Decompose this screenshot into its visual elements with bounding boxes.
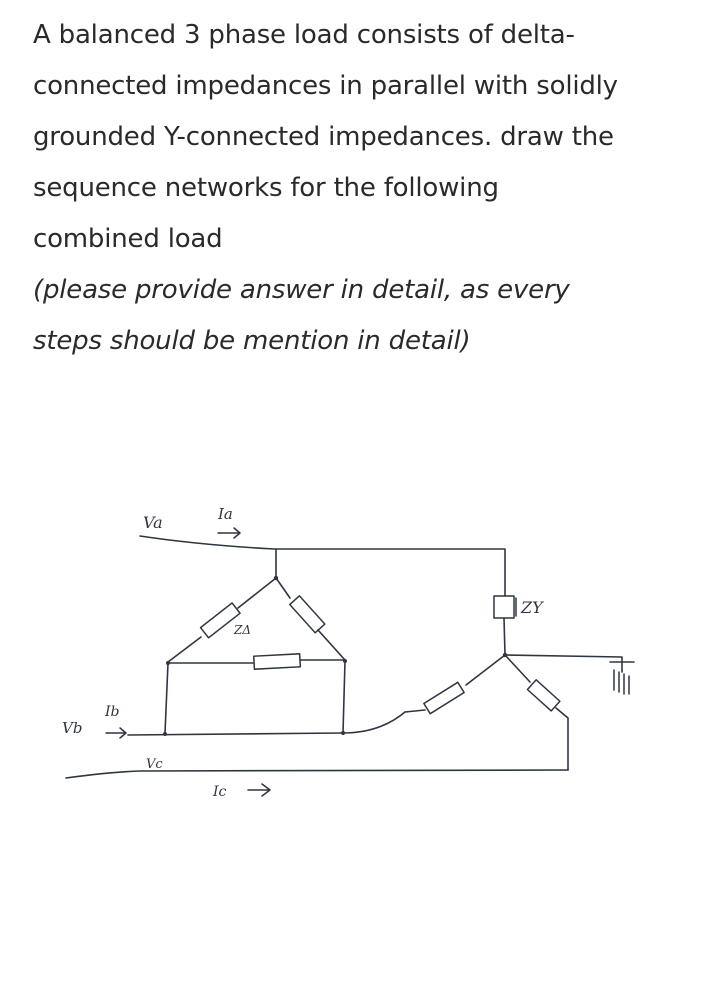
wire-delta-left [168,578,276,662]
question-line-2: connected impedances in parallel with solidly [33,71,618,101]
label-ib: Ib [105,704,120,720]
wire-delta-right-rail [343,661,345,733]
wire-delta-left-rail [165,663,168,733]
label-vb: Vb [62,719,83,737]
arrow-ib [106,728,126,738]
label-ia: Ia [218,505,233,523]
wire-delta-right [276,578,345,660]
impedance-y-b [424,682,464,713]
node-b-right [341,731,345,735]
wire-delta-bottom [168,660,345,663]
wire-neutral-ground [505,655,622,672]
label-z-delta: ZΔ [234,623,252,637]
label-z-y: ZY [521,598,543,617]
question-note-line-1: (please provide answer in detail, as every [33,275,570,305]
circuit-svg [0,490,720,820]
question-note-line-2: steps should be mention in detail) [33,326,471,356]
question-line-3: grounded Y-connected impedances. draw the [33,122,614,152]
question-text [33,10,703,367]
label-ic: Ic [213,784,227,800]
wire-phase-a [140,536,505,596]
question-line-5: combined load [33,224,223,254]
impedance-delta-right [290,596,325,633]
question-line-4: sequence networks for the following [33,173,499,203]
impedance-delta-bottom [254,654,301,669]
wire-phase-b [128,712,405,735]
impedance-y-a [494,596,514,618]
question-line-1: A balanced 3 phase load consists of delta- [33,20,575,50]
wire-y-a-drop [504,618,505,655]
circuit-diagram [0,490,720,820]
label-va: Va [143,513,163,532]
label-vc: Vc [146,757,163,772]
wire-phase-c [66,770,568,778]
node-b-left [163,732,167,736]
arrow-ic [248,784,270,796]
arrow-ia [218,528,240,538]
wire-y-c [505,655,568,770]
impedance-y-c [527,680,559,711]
